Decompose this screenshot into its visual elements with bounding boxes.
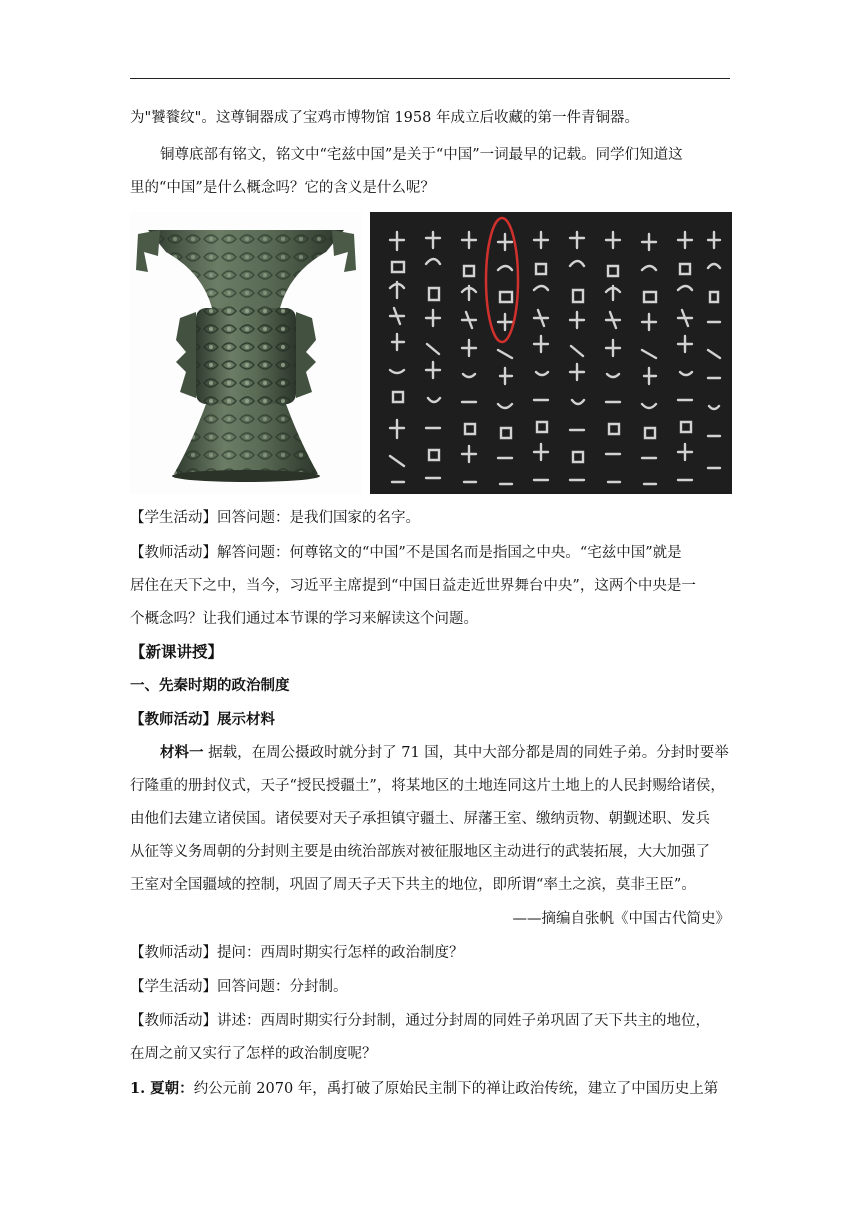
paragraph-line: 【教师活动】讲述：西周时期实行分封制，通过分封周的同姓子弟巩固了天下共主的地位， [130, 1013, 710, 1029]
bronze-zun-vessel-image [130, 212, 362, 494]
material-source: ——摘编自张帆《中国古代简史》 [512, 911, 730, 927]
paragraph-line: 【教师活动】提问：西周时期实行怎样的政治制度？ [130, 945, 464, 961]
paragraph-line: 居住在天下之中，当今，习近平主席提到“中国日益走近世界舞台中央”，这两个中央是一 [130, 578, 696, 594]
paragraph-line: 【学生活动】回答问题：分封制。 [130, 979, 348, 995]
xia-label: 1. 夏朝： [130, 1080, 194, 1097]
paragraph-line: 个概念吗？让我们通过本节课的学习来解读这个问题。 [130, 611, 478, 627]
xia-text: 约公元前 2070 年，禹打破了原始民主制下的禅让政治传统，建立了中国历史上第 [193, 1081, 719, 1097]
material-label: 材料一 [160, 744, 204, 761]
material-line: 从征等义务周朝的分封则主要是由统治部族对被征服地区主动进行的武装拓展，大大加强了 [130, 844, 710, 860]
paragraph-line: 在周之前又实行了怎样的政治制度呢？ [130, 1046, 377, 1062]
paragraph-line: 铜尊底部有铭文，铭文中“宅兹中国”是关于“中国”一词最早的记载。同学们知道这 [160, 147, 683, 163]
paragraph-line: 里的“中国”是什么概念吗？它的含义是什么呢？ [130, 180, 435, 196]
xia-dynasty-line [130, 1079, 730, 1099]
vessel-illustration [130, 212, 362, 494]
header-rule [130, 78, 730, 79]
paragraph-line: 为"饕餮纹"。这尊铜器成了宝鸡市博物馆 1958 年成立后收藏的第一件青铜器。 [130, 110, 639, 126]
paragraph-line: 【学生活动】回答问题：是我们国家的名字。 [130, 510, 420, 526]
paragraph-line: 【教师活动】解答问题：何尊铭文的“中国”不是国名而是指国之中央。“宅兹中国”就是 [130, 545, 682, 561]
inscription-rubbing-image [370, 212, 732, 494]
material-line: 行隆重的册封仪式，天子“授民授疆土”，将某地区的土地连同这片土地上的人民封赐给诸侯， [130, 778, 725, 794]
material-line [130, 743, 730, 763]
activity-heading: 【教师活动】展示材料 [130, 711, 275, 728]
material-text: 据载，在周公摄政时就分封了 71 国，其中大部分都是周的同姓子弟。分封时要举 [203, 745, 729, 761]
section-heading: 【新课讲授】 [130, 642, 224, 661]
rubbing-illustration [370, 212, 732, 494]
material-line: 由他们去建立诸侯国。诸侯要对天子承担镇守疆土、屏藩王室、缴纳贡物、朝觐述职、发兵 [130, 811, 710, 827]
subsection-heading: 一、先秦时期的政治制度 [130, 677, 290, 694]
material-line: 王室对全国疆域的控制，巩固了周天子天下共主的地位，即所谓“率土之滨，莫非王臣”。 [130, 877, 696, 893]
